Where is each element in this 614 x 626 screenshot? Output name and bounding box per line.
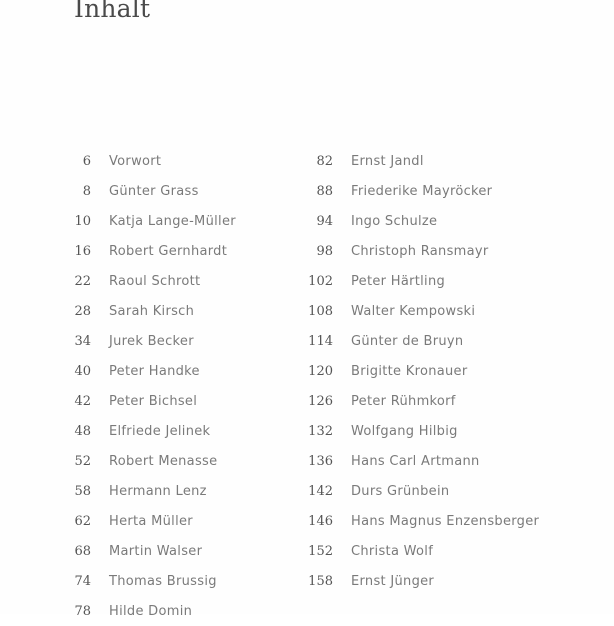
toc-entry xyxy=(58,386,236,416)
toc-page-number: 152 xyxy=(308,543,333,559)
toc-entry xyxy=(58,506,236,536)
toc-author-name: Friederike Mayröcker xyxy=(351,183,493,199)
toc-entry xyxy=(58,356,236,386)
toc-entry xyxy=(300,266,539,296)
toc-page-number: 136 xyxy=(308,453,333,469)
toc-author-name: Hermann Lenz xyxy=(109,483,207,499)
toc-author-name: Katja Lange-Müller xyxy=(109,213,236,229)
toc-entry xyxy=(300,566,539,596)
toc-author-name: Brigitte Kronauer xyxy=(351,363,468,379)
toc-entry xyxy=(58,176,236,206)
toc-page-number: 126 xyxy=(308,393,333,409)
toc-author-name: Martin Walser xyxy=(109,543,203,559)
toc-author-name: Elfriede Jelinek xyxy=(109,423,211,439)
toc-page-number: 158 xyxy=(308,573,333,589)
toc-entry xyxy=(58,476,236,506)
toc-author-name: Durs Grünbein xyxy=(351,483,450,499)
toc-author-name: Hilde Domin xyxy=(109,603,193,619)
toc-entry xyxy=(300,176,539,206)
toc-page-number: 88 xyxy=(316,183,333,199)
toc-author-name: Wolfgang Hilbig xyxy=(351,423,458,439)
toc-column-left xyxy=(58,146,236,626)
toc-entry xyxy=(300,296,539,326)
toc-entry xyxy=(58,596,236,626)
toc-author-name: Jurek Becker xyxy=(109,333,194,349)
toc-page-number: 40 xyxy=(74,363,91,379)
toc-entry xyxy=(58,236,236,266)
toc-page-number: 8 xyxy=(82,183,91,199)
toc-page-number: 10 xyxy=(74,213,91,229)
toc-entry xyxy=(300,536,539,566)
toc-author-name: Robert Gernhardt xyxy=(109,243,228,259)
toc-entry xyxy=(300,146,539,176)
toc-entry xyxy=(300,206,539,236)
toc-author-name: Ingo Schulze xyxy=(351,213,438,229)
toc-author-name: Robert Menasse xyxy=(109,453,218,469)
toc-author-name: Raoul Schrott xyxy=(109,273,201,289)
toc-page-number: 132 xyxy=(308,423,333,439)
toc-page-number: 102 xyxy=(308,273,333,289)
toc-page-number: 28 xyxy=(74,303,91,319)
toc-author-name: Günter Grass xyxy=(109,183,199,199)
toc-page-number: 42 xyxy=(74,393,91,409)
toc-author-name: Hans Magnus Enzensberger xyxy=(351,513,540,529)
toc-entry xyxy=(58,566,236,596)
toc-entry xyxy=(300,476,539,506)
toc-page-number: 74 xyxy=(74,573,91,589)
page-title: Inhalt xyxy=(74,0,151,23)
toc-page-number: 108 xyxy=(308,303,333,319)
toc-entry xyxy=(300,386,539,416)
toc-page-number: 114 xyxy=(308,333,333,349)
toc-author-name: Sarah Kirsch xyxy=(109,303,195,319)
toc-author-name: Vorwort xyxy=(109,153,162,169)
toc-author-name: Peter Härtling xyxy=(351,273,446,289)
toc-author-name: Ernst Jünger xyxy=(351,573,435,589)
toc-entry xyxy=(58,146,236,176)
toc-page-number: 34 xyxy=(74,333,91,349)
toc-author-name: Herta Müller xyxy=(109,513,193,529)
toc-author-name: Christoph Ransmayr xyxy=(351,243,489,259)
toc-page-number: 146 xyxy=(308,513,333,529)
toc-entry xyxy=(300,446,539,476)
toc-author-name: Hans Carl Artmann xyxy=(351,453,480,469)
toc-page-number: 98 xyxy=(316,243,333,259)
toc-author-name: Günter de Bruyn xyxy=(351,333,464,349)
toc-page-number: 52 xyxy=(74,453,91,469)
toc-page-number: 120 xyxy=(308,363,333,379)
toc-author-name: Peter Rühmkorf xyxy=(351,393,456,409)
toc-page-number: 82 xyxy=(316,153,333,169)
toc-entry xyxy=(300,326,539,356)
toc-author-name: Peter Handke xyxy=(109,363,200,379)
toc-entry xyxy=(58,416,236,446)
toc-author-name: Walter Kempowski xyxy=(351,303,476,319)
toc-entry xyxy=(58,536,236,566)
toc-entry xyxy=(58,296,236,326)
toc-entry xyxy=(58,206,236,236)
toc-entry xyxy=(58,266,236,296)
toc-author-name: Peter Bichsel xyxy=(109,393,198,409)
toc-page-number: 68 xyxy=(74,543,91,559)
toc-page-number: 78 xyxy=(74,603,91,619)
toc-author-name: Thomas Brussig xyxy=(109,573,217,589)
toc-page-number: 94 xyxy=(316,213,333,229)
toc-page-number: 22 xyxy=(74,273,91,289)
toc-page-number: 62 xyxy=(74,513,91,529)
toc-page-number: 142 xyxy=(308,483,333,499)
toc-entry xyxy=(58,326,236,356)
toc-page-number: 48 xyxy=(74,423,91,439)
toc-page-number: 58 xyxy=(74,483,91,499)
toc-entry xyxy=(300,356,539,386)
toc-page-number: 6 xyxy=(82,153,91,169)
toc-entry xyxy=(300,236,539,266)
toc-author-name: Christa Wolf xyxy=(351,543,434,559)
toc-entry xyxy=(300,416,539,446)
toc-entry xyxy=(300,506,539,536)
toc-author-name: Ernst Jandl xyxy=(351,153,424,169)
toc-column-right xyxy=(300,146,539,596)
toc-entry xyxy=(58,446,236,476)
toc-page-number: 16 xyxy=(74,243,91,259)
